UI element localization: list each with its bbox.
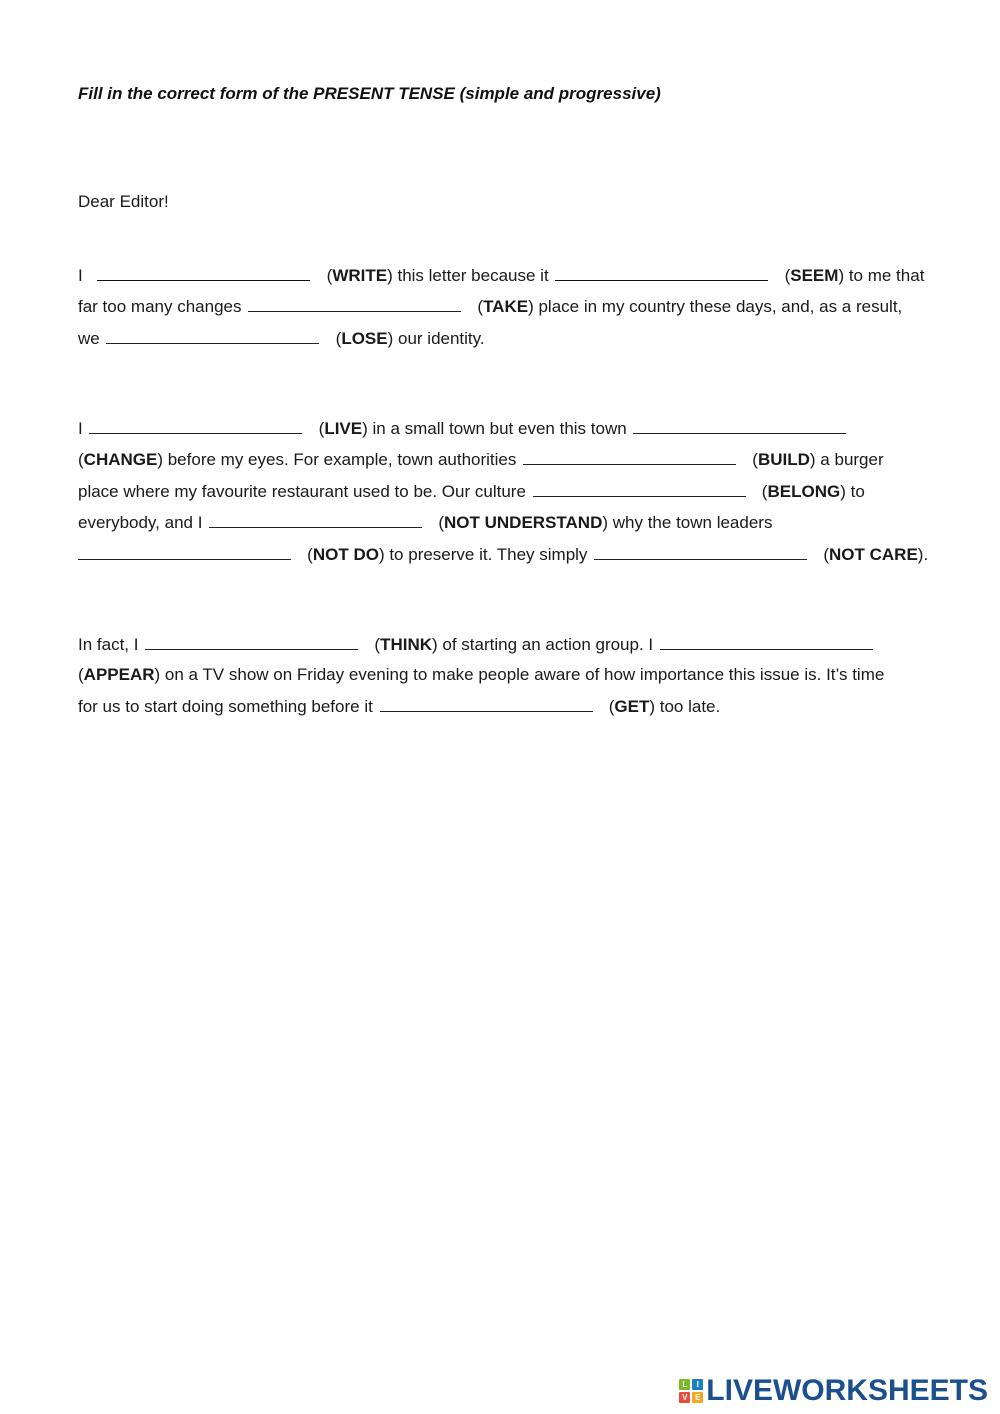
answer-blank-not-understand[interactable]	[209, 510, 422, 528]
verb-build: BUILD	[757, 450, 810, 469]
answer-blank-lose[interactable]	[106, 326, 319, 344]
answer-blank-live[interactable]	[89, 416, 302, 434]
logo-text: LIVEWORKSHEETS	[706, 1374, 988, 1407]
p2-line-2: (CHANGE) before my eyes. For example, town authorities (BUILD) a burger	[78, 447, 884, 471]
verb-change: CHANGE	[83, 450, 158, 469]
verb-lose: LOSE	[341, 329, 388, 348]
letter-greeting: Dear Editor!	[78, 192, 169, 211]
p1-line-1: I (WRITE) this letter because it (SEEM) to me that	[78, 263, 924, 287]
answer-blank-change[interactable]	[633, 416, 846, 434]
logo-mark-l: L	[679, 1379, 690, 1390]
verb-write: WRITE	[332, 266, 388, 285]
p2-line-1: I (LIVE) in a small town but even this town	[78, 416, 848, 440]
verb-not-care: NOT CARE	[829, 545, 918, 564]
verb-think: THINK	[380, 635, 433, 654]
p2-line-3: place where my favourite restaurant used to be. Our culture (BELONG) to	[78, 479, 865, 503]
logo-mark-icon	[679, 1379, 703, 1403]
p1-line-3: we (LOSE) our identity.	[78, 326, 485, 350]
verb-live: LIVE	[324, 419, 363, 438]
p1-line-2: far too many changes (TAKE) place in my country these days, and, as a result,	[78, 294, 902, 318]
answer-blank-appear[interactable]	[660, 632, 873, 650]
liveworksheets-logo	[679, 1374, 988, 1408]
verb-take: TAKE	[483, 297, 529, 316]
verb-not-understand: NOT UNDERSTAND	[444, 513, 603, 532]
logo-mark-i: I	[692, 1379, 703, 1390]
answer-blank-not-care[interactable]	[594, 542, 807, 560]
answer-blank-get[interactable]	[380, 694, 593, 712]
p3-line-2: (APPEAR) on a TV show on Friday evening to make people aware of how importance this issue is. It’s time	[78, 665, 885, 684]
answer-blank-build[interactable]	[523, 447, 736, 465]
p2-line-5: (NOT DO) to preserve it. They simply (NOT CARE).	[78, 542, 928, 566]
p3-line-3: for us to start doing something before it (GET) too late.	[78, 694, 720, 718]
logo-mark-e: E	[692, 1392, 703, 1403]
answer-blank-seem[interactable]	[555, 263, 768, 281]
verb-not-do: NOT DO	[312, 545, 379, 564]
answer-blank-think[interactable]	[145, 632, 358, 650]
answer-blank-not-do[interactable]	[78, 542, 291, 560]
answer-blank-belong[interactable]	[533, 479, 746, 497]
logo-mark-v: V	[679, 1392, 690, 1403]
verb-seem: SEEM	[790, 266, 839, 285]
p3-line-1: In fact, I (THINK) of starting an action group. I	[78, 632, 875, 656]
verb-appear: APPEAR	[83, 665, 155, 684]
answer-blank-write[interactable]	[97, 263, 310, 281]
verb-belong: BELONG	[767, 482, 841, 501]
answer-blank-take[interactable]	[248, 294, 461, 312]
instruction-heading: Fill in the correct form of the PRESENT TENSE (simple and progressive)	[78, 84, 661, 103]
p2-line-4: everybody, and I (NOT UNDERSTAND) why the town leaders	[78, 510, 772, 534]
verb-get: GET	[614, 697, 650, 716]
